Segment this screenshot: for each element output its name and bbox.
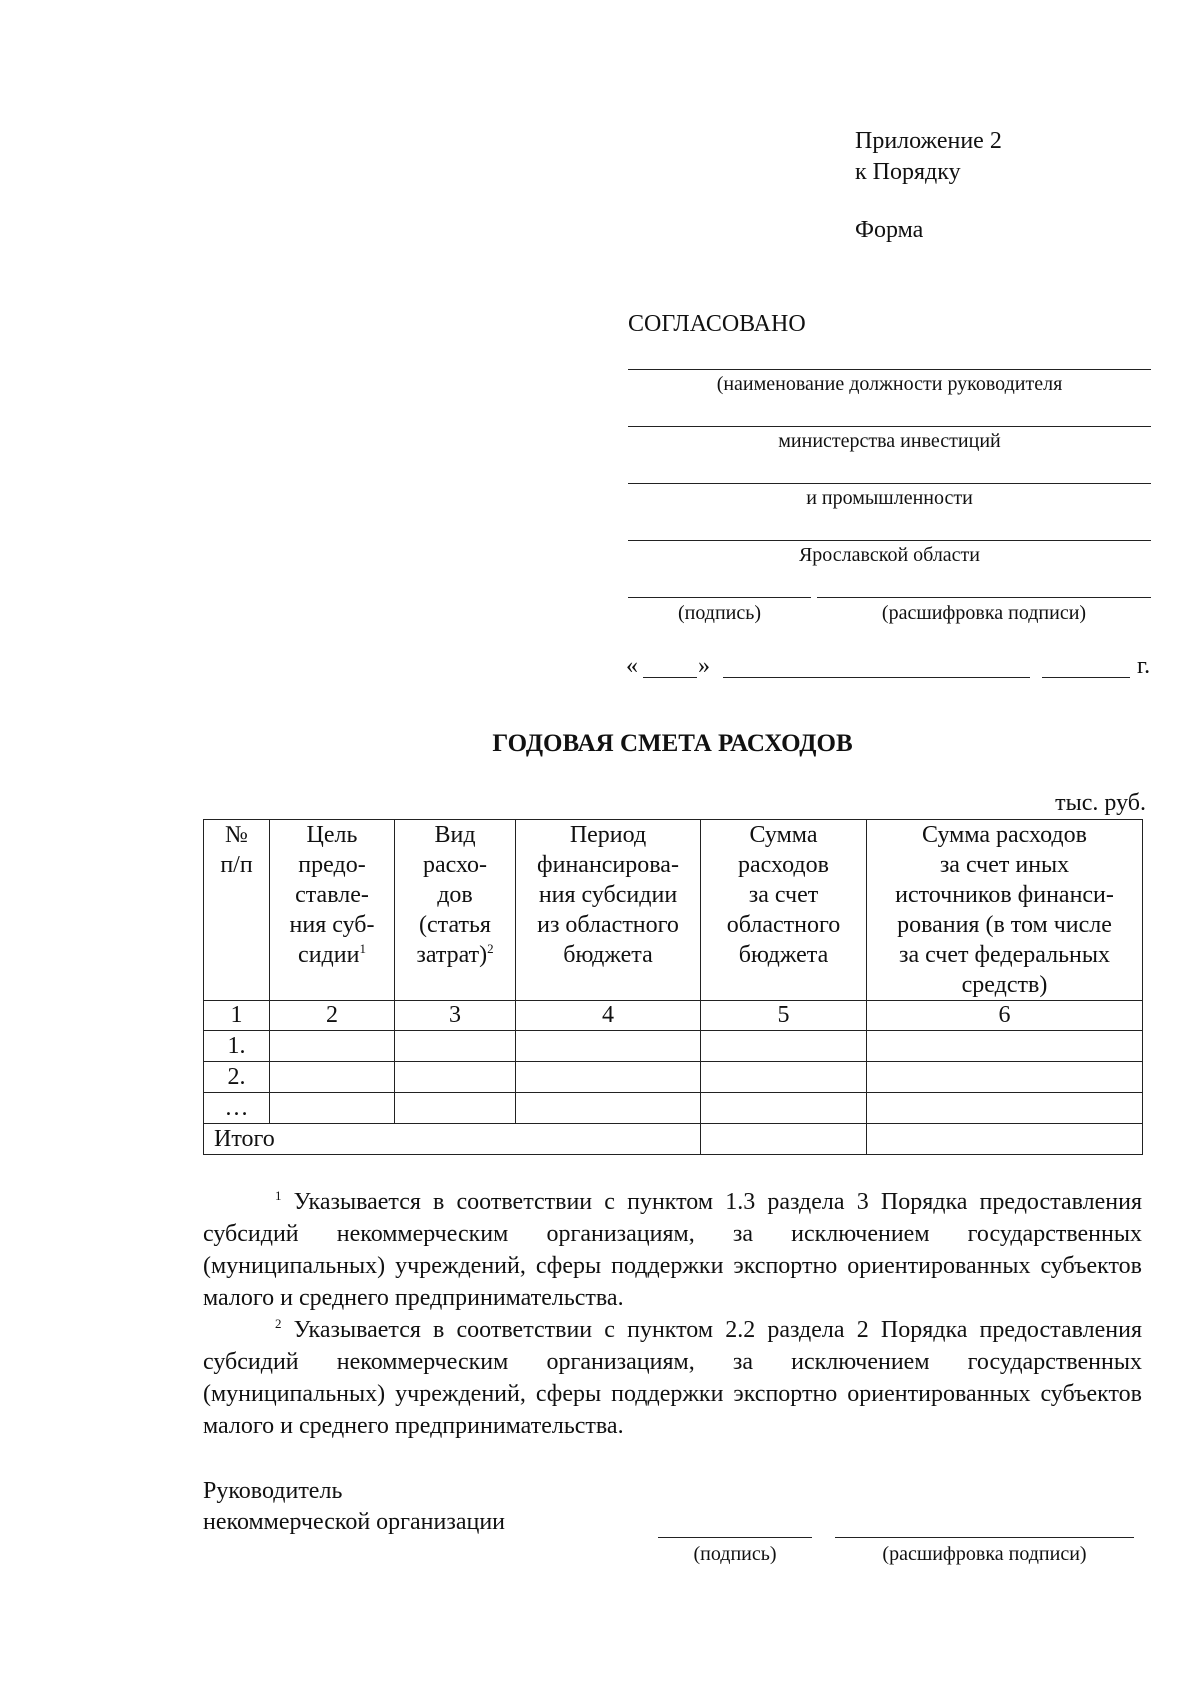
units-label: тыс. руб. <box>1055 790 1146 816</box>
footnote-mark: 2 <box>487 941 494 956</box>
approval-line-2 <box>628 426 1151 427</box>
date-year-line <box>1042 677 1130 678</box>
header-text <box>397 940 513 970</box>
footnote-mark: 2 <box>275 1316 282 1331</box>
column-number: 4 <box>516 1001 701 1031</box>
header-cell-expense-type <box>395 820 516 1001</box>
signatory-organization: некоммерческой организации <box>203 1509 506 1535</box>
document-title: ГОДОВАЯ СМЕТА РАСХОДОВ <box>492 730 853 757</box>
total-row <box>204 1124 1143 1155</box>
table-cell[interactable] <box>270 1093 395 1124</box>
row-number: … <box>204 1093 270 1124</box>
approval-line-3 <box>628 483 1151 484</box>
date-day-line <box>643 677 697 678</box>
header-text <box>272 940 392 970</box>
approval-line-1 <box>628 369 1151 370</box>
header-text: Сумма расходов <box>922 822 1087 848</box>
header-text: Цель <box>306 822 358 848</box>
row-number: 2. <box>204 1062 270 1093</box>
appendix-label: Приложение 2 <box>855 128 1002 154</box>
header-text: Вид <box>434 822 476 848</box>
to-order-label: к Порядку <box>855 159 961 185</box>
date-close-quote: » <box>698 653 710 679</box>
approval-decode-line <box>817 597 1151 598</box>
header-text: из областного <box>537 912 679 938</box>
estimate-table <box>203 819 1143 1155</box>
header-text: за счет федеральных <box>898 942 1111 968</box>
table-header-row <box>204 820 1143 1001</box>
approval-signature-label: (подпись) <box>677 602 762 624</box>
table-cell[interactable] <box>516 1062 701 1093</box>
footnote-mark: 1 <box>275 1188 282 1203</box>
header-text: расхо- <box>422 852 488 878</box>
footnote-1 <box>203 1186 1142 1314</box>
approval-line-4 <box>628 540 1151 541</box>
table-row <box>204 1031 1143 1062</box>
header-text: ставле- <box>295 882 369 908</box>
footnote-text: Указывается в соответствии с пунктом 2.2 раздела 2 Порядка предоставления субсидий некоммерческим организациям, за исключением государственных (муниципальных) учреждений, сферы поддержки экспортно ориентированных субъектов малого и среднего предпринимательства. <box>203 1317 1142 1439</box>
table-cell[interactable] <box>395 1093 516 1124</box>
header-text: предо- <box>298 852 366 878</box>
table-cell[interactable] <box>516 1031 701 1062</box>
approval-region-line: Ярославской области <box>798 544 981 566</box>
table-cell[interactable] <box>701 1062 867 1093</box>
header-text-part: сидии <box>298 942 360 968</box>
header-text: областного <box>726 912 841 938</box>
column-number: 5 <box>701 1001 867 1031</box>
header-text: п/п <box>220 852 253 878</box>
header-text: за счет иных <box>939 852 1070 878</box>
total-regional-cell[interactable] <box>701 1124 867 1155</box>
approval-signature-line <box>628 597 811 598</box>
header-text: бюджета <box>563 942 653 968</box>
header-text: № <box>225 822 248 848</box>
signatory-signature-line <box>658 1537 812 1538</box>
table-cell[interactable] <box>701 1093 867 1124</box>
header-text: за счет <box>748 882 819 908</box>
header-text: финансирова- <box>537 852 679 878</box>
date-month-line <box>723 677 1030 678</box>
approval-decode-label: (расшифровка подписи) <box>881 602 1087 624</box>
approval-position-line: (наименование должности руководителя <box>716 373 1063 395</box>
table-cell[interactable] <box>270 1062 395 1093</box>
header-cell-period <box>516 820 701 1001</box>
signatory-decode-label: (расшифровка подписи) <box>882 1543 1087 1565</box>
footnote-2 <box>203 1314 1142 1442</box>
signatory-title: Руководитель <box>203 1478 343 1504</box>
header-cell-purpose <box>270 820 395 1001</box>
table-cell[interactable] <box>516 1093 701 1124</box>
signatory-decode-line <box>835 1537 1134 1538</box>
header-text: источников финанси- <box>895 882 1114 908</box>
header-cell-number <box>204 820 270 1001</box>
table-cell[interactable] <box>867 1031 1143 1062</box>
signatory-signature-label: (подпись) <box>693 1543 777 1565</box>
header-cell-regional-sum <box>701 820 867 1001</box>
header-text: ния суб- <box>289 912 375 938</box>
header-text: рования (в том числе <box>897 912 1112 938</box>
table-cell[interactable] <box>395 1031 516 1062</box>
approval-title: СОГЛАСОВАНО <box>628 311 806 337</box>
table-row <box>204 1093 1143 1124</box>
table-cell[interactable] <box>395 1062 516 1093</box>
column-number: 6 <box>867 1001 1143 1031</box>
footnote-mark: 1 <box>359 941 366 956</box>
table-cell[interactable] <box>867 1062 1143 1093</box>
header-text-part: затрат) <box>416 942 488 968</box>
header-text: бюджета <box>738 942 829 968</box>
header-text: Сумма <box>749 822 818 848</box>
header-text: ния субсидии <box>538 882 678 908</box>
header-text: дов <box>437 882 473 908</box>
column-number: 3 <box>395 1001 516 1031</box>
header-text: Период <box>569 822 647 848</box>
table-cell[interactable] <box>270 1031 395 1062</box>
date-open-quote: « <box>626 653 638 679</box>
table-row <box>204 1062 1143 1093</box>
header-cell-other-sources-sum <box>867 820 1143 1001</box>
column-number: 2 <box>270 1001 395 1031</box>
header-text: (статья <box>419 912 491 938</box>
table-cell[interactable] <box>701 1031 867 1062</box>
header-text: средств) <box>961 972 1048 998</box>
date-year-suffix: г. <box>1137 653 1151 679</box>
approval-industry-line: и промышленности <box>806 487 973 509</box>
row-number: 1. <box>204 1031 270 1062</box>
form-label: Форма <box>855 217 924 243</box>
total-label: Итого <box>204 1124 701 1155</box>
column-number-row <box>204 1001 1143 1031</box>
header-text: расходов <box>738 852 829 878</box>
approval-ministry-line: министерства инвестиций <box>778 430 1001 452</box>
table-cell[interactable] <box>867 1093 1143 1124</box>
column-number: 1 <box>204 1001 270 1031</box>
total-other-cell[interactable] <box>867 1124 1143 1155</box>
footnote-text: Указывается в соответствии с пунктом 1.3 раздела 3 Порядка предоставления субсидий некоммерческим организациям, за исключением государственных (муниципальных) учреждений, сферы поддержки экспортно ориентированных субъектов малого и среднего предпринимательства. <box>203 1189 1142 1311</box>
